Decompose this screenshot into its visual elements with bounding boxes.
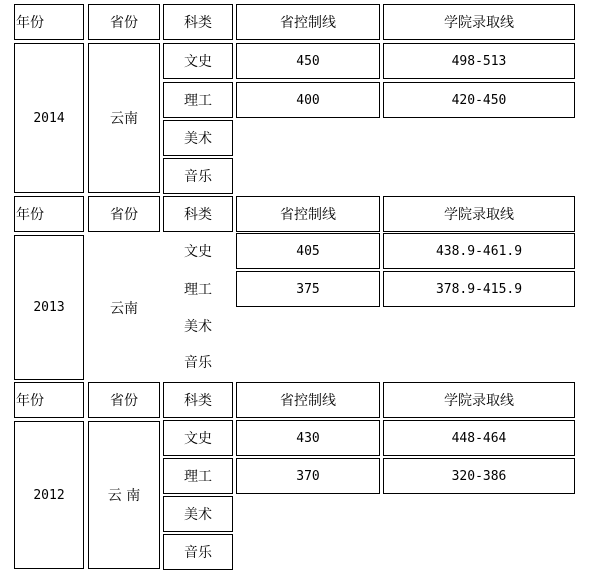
- admission-line-cell: 498-513: [383, 43, 575, 79]
- category-cell: 理工: [163, 458, 233, 494]
- header-admission-line: 学院录取线: [383, 382, 575, 418]
- category-cell: 音乐: [163, 534, 233, 570]
- header-category: 科类: [163, 4, 233, 40]
- control-line-cell: 375: [236, 271, 380, 307]
- province-cell: 云南: [110, 300, 138, 317]
- header-province: 省份: [88, 4, 160, 40]
- header-category: 科类: [163, 196, 233, 232]
- header-province: 省份: [88, 382, 160, 418]
- category-cell: 音乐: [163, 158, 233, 194]
- category-cell: 美术: [184, 319, 212, 335]
- year-cell: 2012: [14, 421, 84, 569]
- year-cell: 2013: [14, 235, 84, 380]
- admission-line-cell: 438.9-461.9: [383, 233, 575, 269]
- category-cell: 美术: [163, 496, 233, 532]
- category-cell: 美术: [163, 120, 233, 156]
- category-cell: 文史: [163, 420, 233, 456]
- header-control-line: 省控制线: [236, 382, 380, 418]
- header-admission-line: 学院录取线: [383, 4, 575, 40]
- header-admission-line: 学院录取线: [383, 196, 575, 232]
- header-control-line: 省控制线: [236, 4, 380, 40]
- control-line-cell: 450: [236, 43, 380, 79]
- admission-line-cell: 320-386: [383, 458, 575, 494]
- admission-line-cell: 420-450: [383, 82, 575, 118]
- admission-line-cell: 448-464: [383, 420, 575, 456]
- header-province: 省份: [88, 196, 160, 232]
- header-control-line: 省控制线: [236, 196, 380, 232]
- admission-line-cell: 378.9-415.9: [383, 271, 575, 307]
- header-year: 年份: [14, 196, 84, 232]
- header-category: 科类: [163, 382, 233, 418]
- control-line-cell: 405: [236, 233, 380, 269]
- header-year: 年份: [14, 382, 84, 418]
- control-line-cell: 370: [236, 458, 380, 494]
- category-cell: 理工: [163, 82, 233, 118]
- category-cell: 音乐: [184, 355, 212, 371]
- province-cell: 云南: [88, 43, 160, 193]
- control-line-cell: 430: [236, 420, 380, 456]
- province-cell: 云 南: [88, 421, 160, 569]
- year-cell: 2014: [14, 43, 84, 193]
- category-cell: 文史: [184, 244, 212, 260]
- category-cell: 理工: [184, 282, 212, 298]
- control-line-cell: 400: [236, 82, 380, 118]
- header-year: 年份: [14, 4, 84, 40]
- category-cell: 文史: [163, 43, 233, 79]
